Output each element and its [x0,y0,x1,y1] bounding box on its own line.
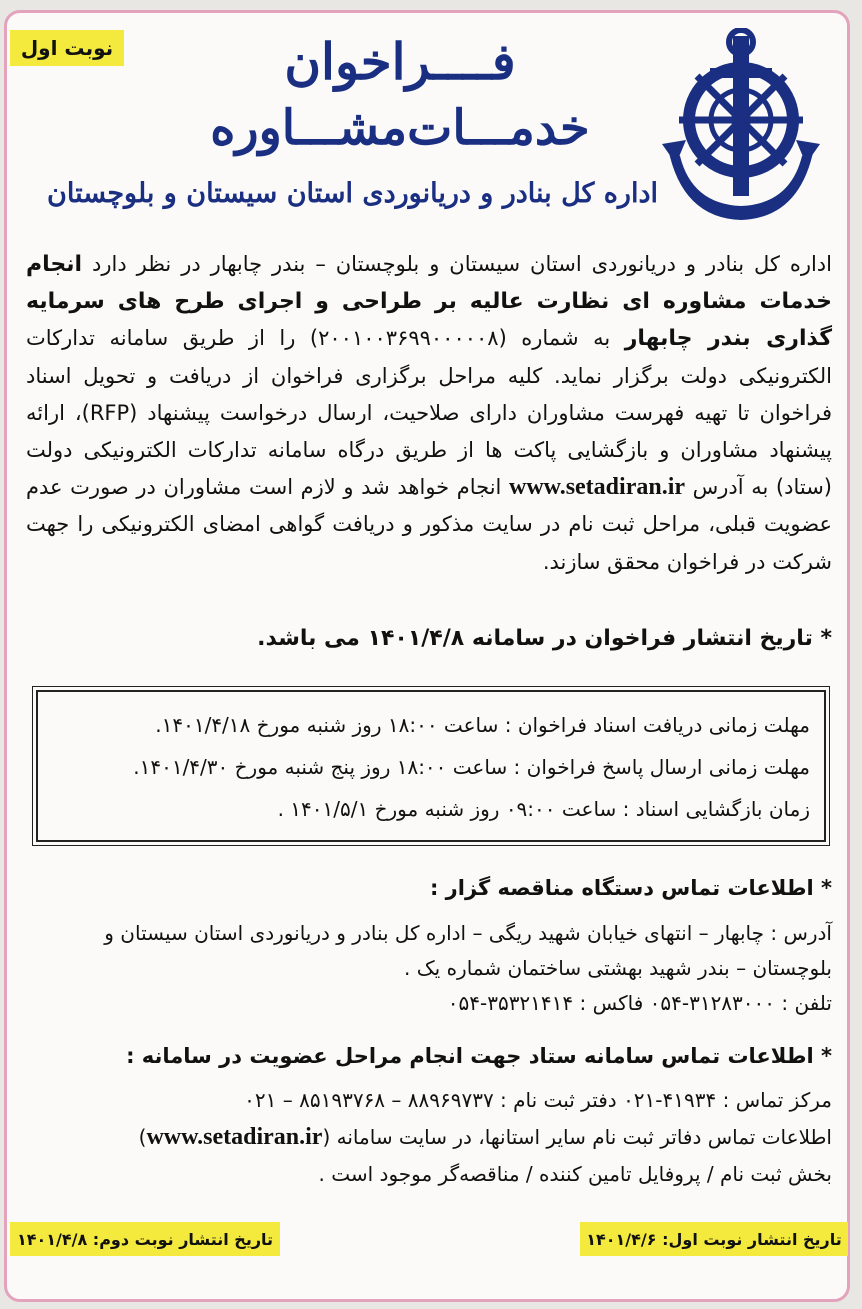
second-round-date-badge: تاریخ انتشار نوبت دوم: ۱۴۰۱/۴/۸ [10,1222,280,1256]
opening-time: زمان بازگشایی اسناد : ساعت ۰۹:۰۰ روز شنبه مورخ ۱۴۰۱/۵/۱ . [277,797,810,821]
setad-call-center: مرکز تماس : ۴۱۹۳۴-۰۲۱ دفتر ثبت نام : ۸۸۹۶۹۷۳۷ – ۸۵۱۹۳۷۶۸ – ۰۲۱ [244,1088,832,1112]
deadline-receive-documents: مهلت زمانی دریافت اسناد فراخوان : ساعت ۱۸:۰۰ روز شنبه مورخ ۱۴۰۱/۴/۱۸. [155,713,810,737]
announcement-title: فــــراخوان [284,32,516,91]
deadline-submit-response: مهلت زمانی ارسال پاسخ فراخوان : ساعت ۱۸:۰۰ روز پنج شنبه مورخ ۱۴۰۱/۴/۳۰. [133,755,810,779]
setad-offices-text: اطلاعات تماس دفاتر ثبت نام سایر استانها، در سایت سامانه ( [322,1125,832,1149]
publish-date-note: * تاریخ انتشار فراخوان در سامانه ۱۴۰۱/۴/۸ می باشد. [257,626,832,651]
contact-info [26,916,832,1021]
setad-info [26,1082,832,1193]
organization-name: اداره کل بنادر و دریانوردی استان سیستان و بلوچستان [47,178,658,209]
setad-offices: اطلاعات تماس دفاتر ثبت نام سایر استانها، در سایت سامانه (www.setadiran.ir) [138,1124,832,1150]
body-details: به شماره (۲۰۰۱۰۰۳۶۹۹۰۰۰۰۰۸) را از طریق سامانه تدارکات الکترونیکی دولت برگزار نماید. کلیه مراحل برگزاری فراخوان از دریافت و تحویل اسناد فراخوان تا تهیه فهرست مشاوران دارای صلاحیت، ارسال درخواست پیشنهاد (RFP)، ارائه پیشنهاد مشاوران و بازگشایی پاکت ها از طریق درگاه سامانه تدارکات الکترونیکی دولت (ستاد) به آدرس [26,326,832,500]
contact-heading: * اطلاعات تماس دستگاه مناقصه گزار : [429,876,832,900]
contact-phone: تلفن : ۳۱۲۸۳۰۰۰-۰۵۴ فاکس : ۳۵۳۲۱۴۱۴-۰۵۴ [447,991,832,1015]
body-requirements: انجام خواهد شد و لازم است مشاوران در صورت عدم عضویت قبلی، مراحل ثبت نام در سایت مذکور و دریافت گواهی امضای الکترونیکی را جهت شرکت در فراخوان محقق سازند. [26,475,832,574]
setad-website-link-2[interactable]: www.setadiran.ir [146,1124,323,1150]
contact-address: آدرس : چابهار – انتهای خیابان شهید ریگی – اداره کل بنادر و دریانوردی استان سیستان و بلوچستان – بندر شهید بهشتی ساختمان شماره یک . [104,921,832,980]
deadlines-box [36,690,826,842]
setad-website-link[interactable]: www.setadiran.ir [509,474,686,501]
first-round-date-badge: تاریخ انتشار نوبت اول: ۱۴۰۱/۴/۶ [580,1222,848,1256]
body-project-title: انجام خدمات مشاوره ای نظارت عالیه بر طراحی و اجرای طرح های سرمایه گذاری بندر چابهار [26,252,832,352]
setad-offices-path: بخش ثبت نام / پروفایل تامین کننده / مناقصه‌گر موجود است . [318,1162,832,1186]
announcement-subject: خدمـــات‌مشـــاوره [210,100,590,156]
body-intro: اداره کل بنادر و دریانوردی استان سیستان و بلوچستان – بندر چابهار در نظر دارد [92,252,832,276]
anchor-ship-wheel-icon [662,28,820,224]
first-round-badge: نوبت اول [10,30,124,66]
announcement-body [26,246,832,581]
setad-heading: * اطلاعات تماس سامانه ستاد جهت انجام مراحل عضویت در سامانه : [126,1044,832,1068]
